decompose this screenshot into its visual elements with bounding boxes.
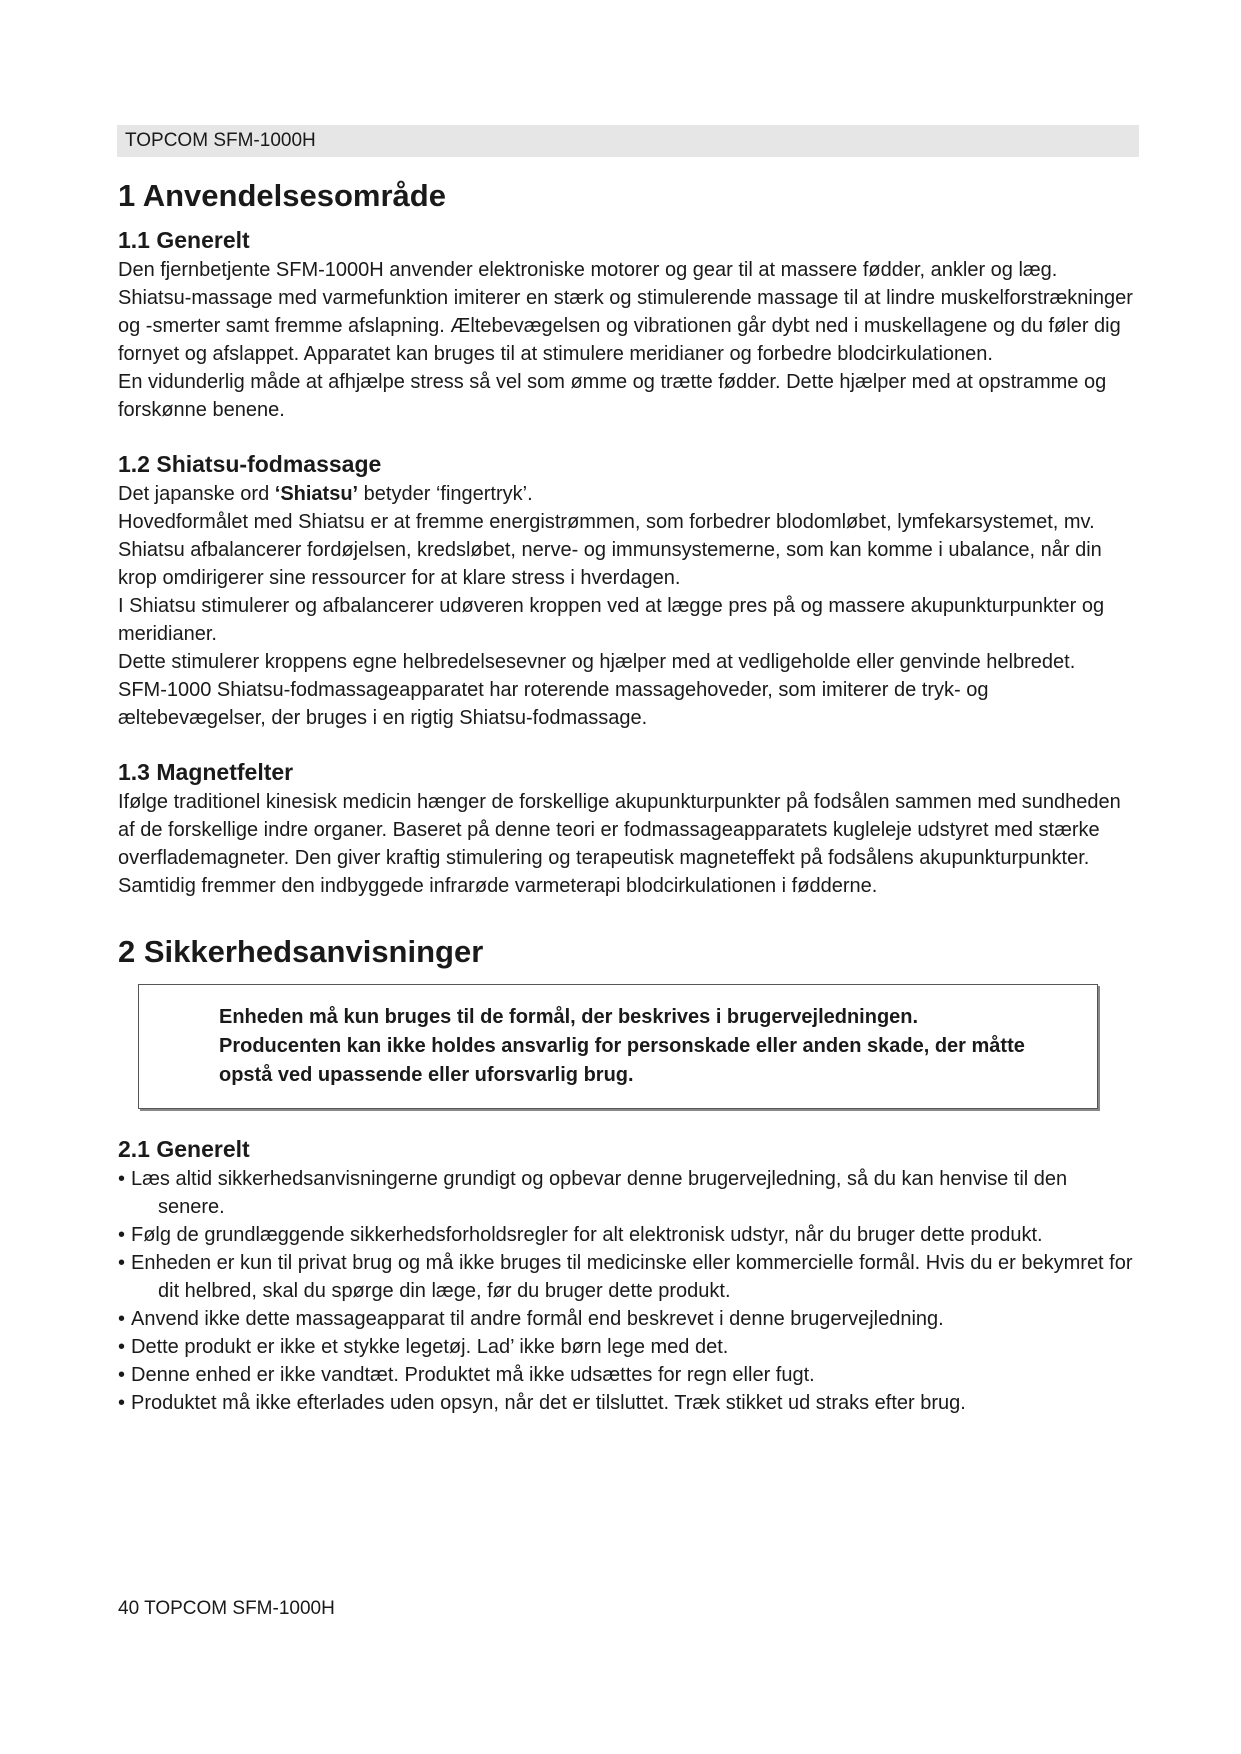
page-footer: 40 TOPCOM SFM-1000H	[118, 1598, 335, 1619]
warning-box	[138, 984, 1098, 1109]
section-2-title: 2 Sikkerhedsanvisninger	[118, 934, 484, 969]
section-1-title: 1 Anvendelsesområde	[118, 178, 446, 213]
paragraph-intro	[118, 480, 1138, 508]
paragraph: Hovedformålet med Shiatsu er at fremme energistrømmen, som forbedrer blodomløbet, lymfekarsystemet, mv. Shiatsu afbalancerer fordøjelsen, kredsløbet, nerve- og immunsystemerne, som kan komme i ubalance, når din krop omdirigerer sine ressourcer for at klare stress i hverdagen.	[118, 511, 1102, 589]
intro-text: betyder ‘fingertryk’.	[358, 483, 533, 505]
list-item	[118, 1249, 1138, 1305]
list-item	[118, 1389, 1138, 1417]
bullet-icon: •	[118, 1168, 126, 1190]
list-item-text: Anvend ikke dette massageapparat til andre formål end beskrevet i denne brugervejledning.	[131, 1308, 944, 1330]
list-item	[118, 1305, 1138, 1333]
list-item	[118, 1333, 1138, 1361]
section-1-2-title: 1.2 Shiatsu-fodmassage	[118, 451, 382, 477]
bullet-icon: •	[118, 1224, 126, 1246]
paragraph: Dette stimulerer kroppens egne helbredelsesevner og hjælper med at vedligeholde eller genvinde helbredet.	[118, 651, 1076, 673]
list-item-text: Enheden er kun til privat brug og må ikke bruges til medicinske eller kommercielle formål. Hvis du er bekymret for dit helbred, skal du spørge din læge, før du bruger dette produkt.	[131, 1252, 1133, 1302]
section-1-1-title: 1.1 Generelt	[118, 227, 250, 253]
list-item	[118, 1221, 1138, 1249]
bullet-icon: •	[118, 1308, 126, 1330]
page-header	[117, 125, 1139, 157]
bullet-icon: •	[118, 1252, 126, 1274]
bullet-icon: •	[118, 1392, 126, 1414]
list-item-text: Produktet må ikke efterlades uden opsyn, når det er tilsluttet. Træk stikket ud straks efter brug.	[131, 1392, 966, 1414]
list-item	[118, 1165, 1138, 1221]
section-2-1-title: 2.1 Generelt	[118, 1136, 250, 1162]
bullet-icon: •	[118, 1364, 126, 1386]
safety-list	[118, 1165, 1138, 1417]
intro-text: Det japanske ord	[118, 483, 275, 505]
paragraph: En vidunderlig måde at afhjælpe stress så vel som ømme og trætte fødder. Dette hjælper med at opstramme og forskønne benene.	[118, 371, 1107, 421]
paragraph: Shiatsu-massage med varmefunktion imiterer en stærk og stimulerende massage til at lindre muskelforstrækninger og -smerter samt fremme afslapning. Æltebevægelsen og vibrationen går dybt ned i muskellagene og du føler dig fornyet og afslappet. Apparatet kan bruges til at stimulere meridianer og forbedre blodcirkulationen.	[118, 287, 1133, 365]
page-content	[118, 174, 1138, 1417]
paragraph: SFM-1000 Shiatsu-fodmassageapparatet har roterende massagehoveder, som imiterer de tryk- og æltebevægelser, der bruges i en rigtig Shiatsu-fodmassage.	[118, 679, 989, 729]
paragraph: Den fjernbetjente SFM-1000H anvender elektroniske motorer og gear til at massere fødder, ankler og læg.	[118, 259, 1058, 281]
bullet-icon: •	[118, 1336, 126, 1358]
warning-line: Enheden må kun bruges til de formål, der beskrives i brugervejledningen.	[219, 1006, 919, 1028]
section-1-3-title: 1.3 Magnetfelter	[118, 759, 294, 785]
intro-bold-term: ‘Shiatsu’	[274, 483, 359, 505]
paragraph: I Shiatsu stimulerer og afbalancerer udøveren kroppen ved at lægge pres på og massere akupunkturpunkter og meridianer.	[118, 595, 1105, 645]
paragraph: Ifølge traditionel kinesisk medicin hænger de forskellige akupunkturpunkter på fodsålen sammen med sundheden af de forskellige indre organer. Baseret på denne teori er fodmassageapparatets kugleleje udstyret med stærke overflademagneter. Den giver kraftig stimulering og terapeutisk magneteffekt på fodsålens akupunkturpunkter. Samtidig fremmer den indbyggede infrarøde varmeterapi blodcirkulationen i fødderne.	[118, 791, 1121, 897]
list-item	[118, 1361, 1138, 1389]
list-item-text: Denne enhed er ikke vandtæt. Produktet må ikke udsættes for regn eller fugt.	[131, 1364, 815, 1386]
list-item-text: Dette produkt er ikke et stykke legetøj. Lad’ ikke børn lege med det.	[131, 1336, 729, 1358]
warning-line: Producenten kan ikke holdes ansvarlig for personskade eller anden skade, der måtte opstå ved upassende eller uforsvarlig brug.	[219, 1035, 1025, 1086]
header-title: TOPCOM SFM-1000H	[125, 130, 316, 151]
list-item-text: Følg de grundlæggende sikkerhedsforholdsregler for alt elektronisk udstyr, når du bruger dette produkt.	[131, 1224, 1043, 1246]
list-item-text: Læs altid sikkerhedsanvisningerne grundigt og opbevar denne brugervejledning, så du kan henvise til den senere.	[131, 1168, 1068, 1218]
